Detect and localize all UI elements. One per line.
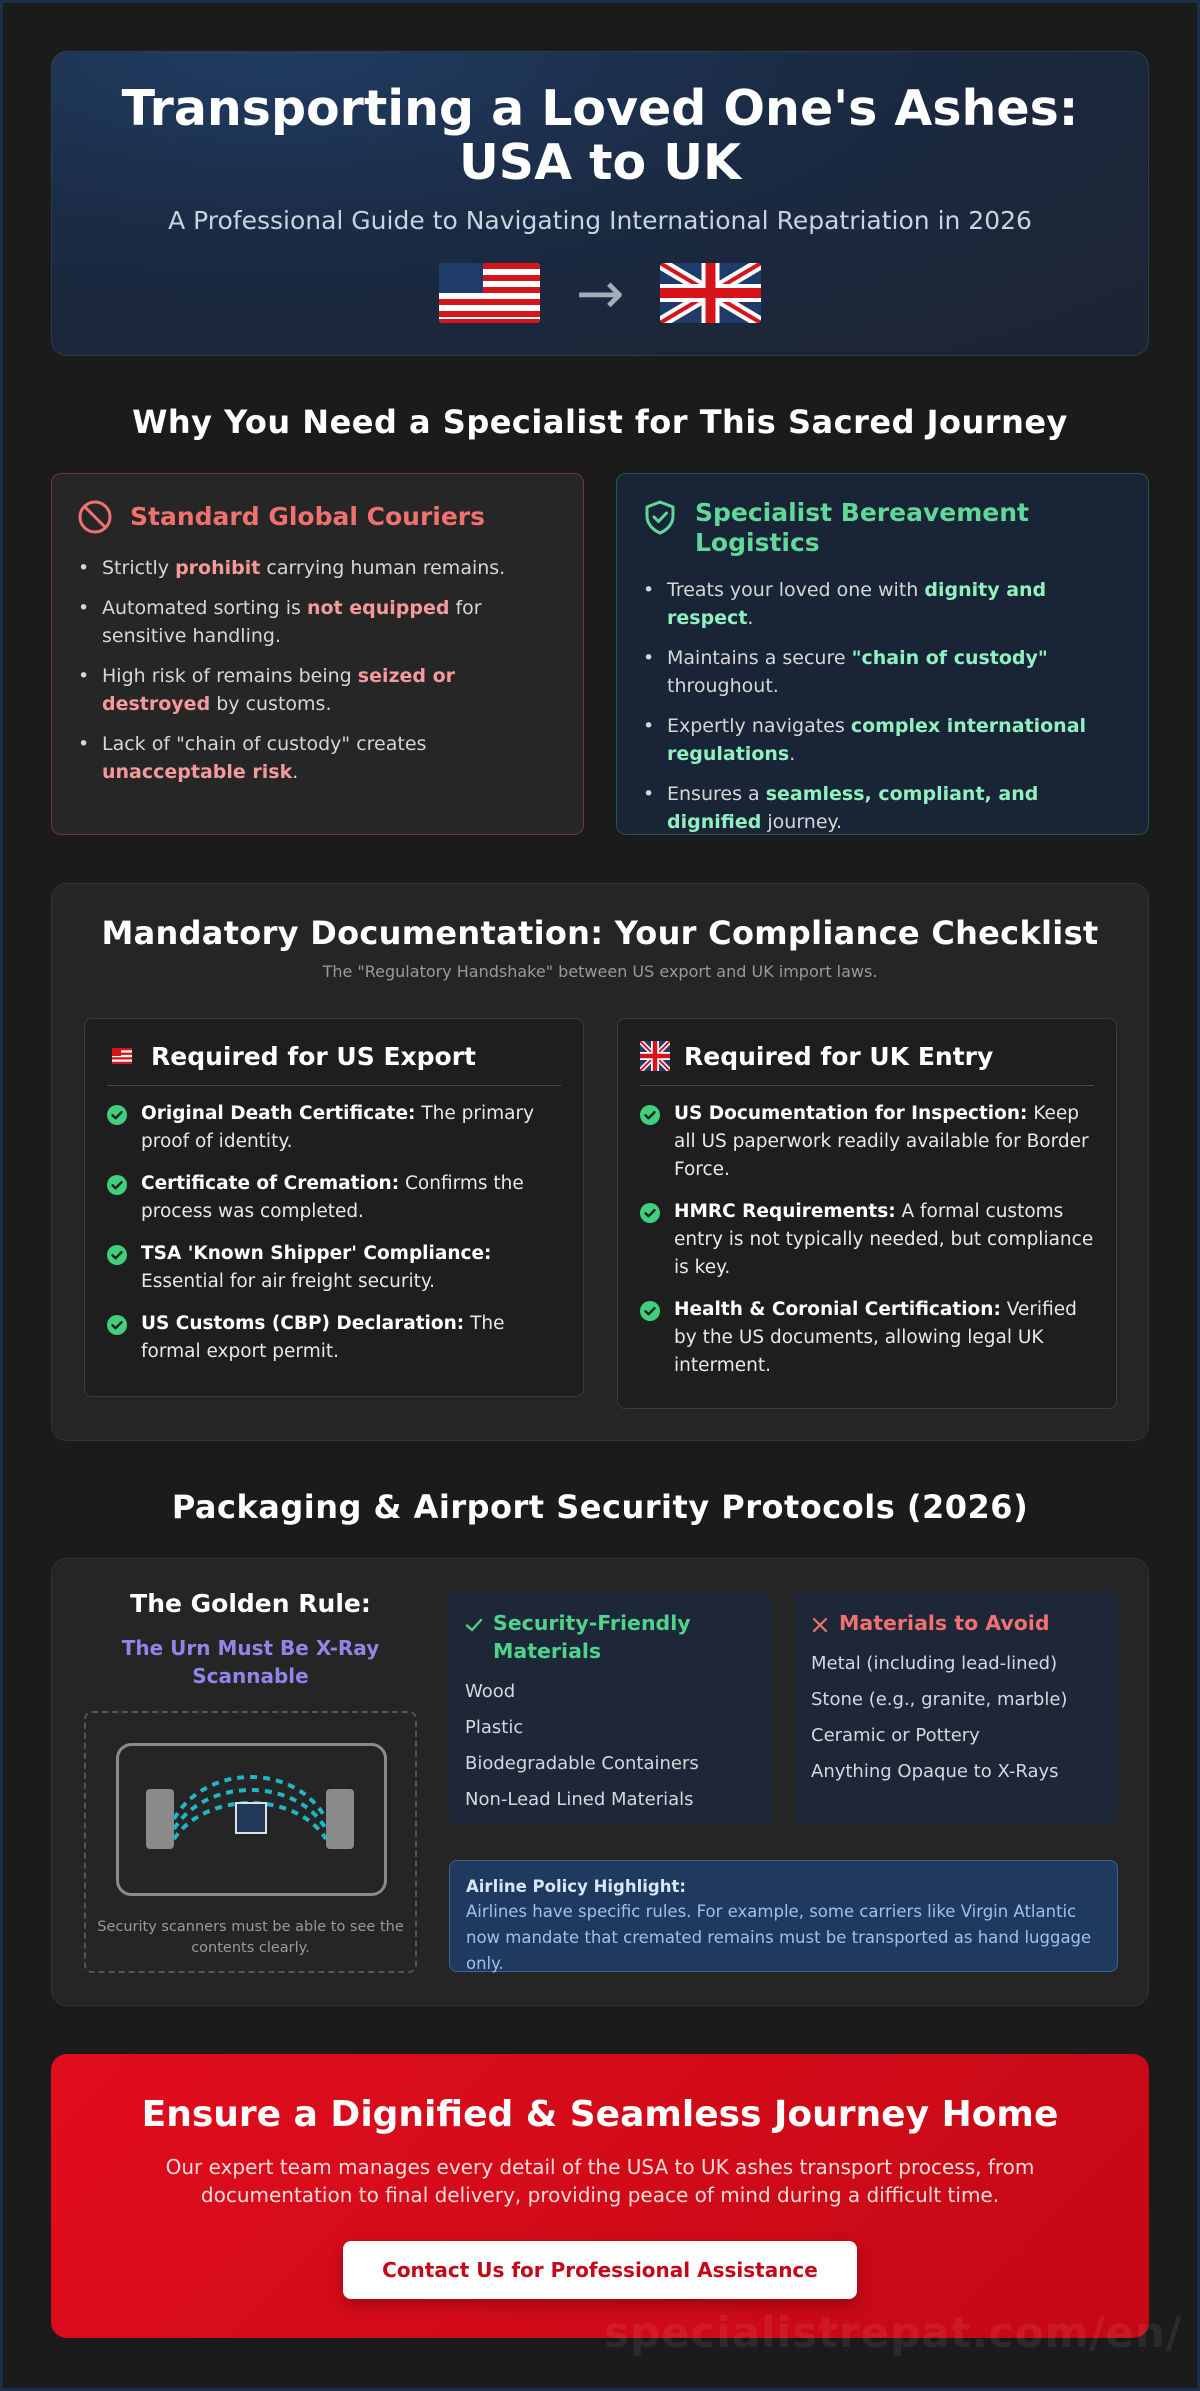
golden-rule bbox=[84, 1589, 417, 1690]
specialist-logistics-title: Specialist Bereavement Logistics bbox=[695, 498, 1029, 557]
watermark: specialistrepat.com/en/ bbox=[604, 2308, 1183, 2357]
standard-couriers-list bbox=[76, 554, 559, 786]
checklist-item: HMRC Requirements: A formal customs entry is not typically needed, but compliance is key. bbox=[640, 1198, 1094, 1282]
materials-to-avoid-card bbox=[795, 1591, 1118, 1825]
close-icon bbox=[811, 1616, 829, 1634]
checkmark-icon bbox=[465, 1616, 483, 1634]
check-circle-icon bbox=[640, 1105, 660, 1125]
us-export-card bbox=[84, 1018, 584, 1397]
cta-title: Ensure a Dignified & Seamless Journey Home bbox=[141, 2094, 1059, 2135]
checklist-item: TSA 'Known Shipper' Compliance: Essential for air freight security. bbox=[107, 1240, 561, 1296]
check-circle-icon bbox=[107, 1105, 127, 1125]
checklist-item: Original Death Certificate: The primary proof of identity. bbox=[107, 1100, 561, 1156]
hero-banner bbox=[51, 51, 1149, 356]
documentation-note: The "Regulatory Handshake" between US export and UK import laws. bbox=[322, 962, 878, 981]
list-item: Wood bbox=[465, 1681, 516, 1702]
security-friendly-materials-card bbox=[449, 1591, 772, 1825]
page-subtitle: A Professional Guide to Navigating International Repatriation in 2026 bbox=[168, 206, 1032, 235]
list-item: Stone (e.g., granite, marble) bbox=[811, 1689, 1068, 1710]
prohibited-icon bbox=[76, 498, 114, 536]
arrow-right-icon: → bbox=[575, 259, 625, 327]
materials-to-avoid-title: Materials to Avoid bbox=[839, 1611, 1050, 1635]
specialist-logistics-card bbox=[616, 473, 1149, 835]
list-item: • Maintains a secure "chain of custody" throughout. bbox=[641, 644, 1124, 700]
check-circle-icon bbox=[640, 1203, 660, 1223]
documentation-title: Mandatory Documentation: Your Compliance Checklist bbox=[101, 914, 1099, 952]
checklist-item: Certificate of Cremation: Confirms the process was completed. bbox=[107, 1170, 561, 1226]
check-circle-icon bbox=[107, 1315, 127, 1335]
documentation-section bbox=[51, 883, 1149, 1441]
list-item: Plastic bbox=[465, 1717, 524, 1738]
uk-entry-title: Required for UK Entry bbox=[684, 1041, 994, 1071]
call-to-action-banner bbox=[51, 2054, 1149, 2338]
cta-body: Our expert team manages every detail of the USA to UK ashes transport process, from documentation to final delivery, providing peace of mind during a difficult time. bbox=[165, 2155, 1035, 2207]
airline-policy-title: Airline Policy Highlight: bbox=[466, 1877, 686, 1896]
checklist-item: US Documentation for Inspection: Keep all US paperwork readily available for Border Force. bbox=[640, 1100, 1094, 1184]
check-circle-icon bbox=[107, 1245, 127, 1265]
xray-scanner-icon bbox=[116, 1743, 389, 1899]
golden-rule-text: The Urn Must Be X-Ray Scannable bbox=[121, 1636, 380, 1688]
packaging-panel bbox=[51, 1558, 1149, 2006]
list-item: • Strictly prohibit carrying human remains. bbox=[76, 554, 559, 582]
list-item: • High risk of remains being seized or destroyed by customs. bbox=[76, 662, 559, 718]
xray-scanner-illustration bbox=[84, 1711, 417, 1973]
list-item: • Ensures a seamless, compliant, and dignified journey. bbox=[641, 780, 1124, 836]
packaging-section-title: Packaging & Airport Security Protocols (2026) bbox=[171, 1488, 1029, 1526]
us-flag-icon bbox=[107, 1041, 137, 1071]
list-item: • Treats your loved one with dignity and respect. bbox=[641, 576, 1124, 632]
list-item: • Automated sorting is not equipped for sensitive handling. bbox=[76, 594, 559, 650]
shield-check-icon bbox=[641, 498, 679, 536]
checklist-item: US Customs (CBP) Declaration: The formal export permit. bbox=[107, 1310, 561, 1366]
list-item: • Lack of "chain of custody" creates unacceptable risk. bbox=[76, 730, 559, 786]
uk-flag-icon bbox=[640, 1041, 670, 1071]
security-friendly-title: Security-Friendly Materials bbox=[493, 1611, 691, 1663]
list-item: Non-Lead Lined Materials bbox=[465, 1789, 694, 1810]
specialist-logistics-list bbox=[641, 576, 1124, 836]
uk-entry-card bbox=[617, 1018, 1117, 1409]
check-circle-icon bbox=[107, 1175, 127, 1195]
list-item: • Expertly navigates complex international regulations. bbox=[641, 712, 1124, 768]
check-circle-icon bbox=[640, 1301, 660, 1321]
flag-row bbox=[52, 259, 1148, 327]
golden-rule-title: The Golden Rule: bbox=[130, 1589, 371, 1618]
contact-us-button[interactable]: Contact Us for Professional Assistance bbox=[343, 2241, 857, 2299]
standard-couriers-card bbox=[51, 473, 584, 835]
list-item: Anything Opaque to X-Rays bbox=[811, 1761, 1059, 1782]
checklist-item: Health & Coronial Certification: Verified by the US documents, allowing legal UK interment. bbox=[640, 1296, 1094, 1380]
list-item: Biodegradable Containers bbox=[465, 1753, 699, 1774]
airline-policy-callout bbox=[449, 1860, 1118, 1972]
page-title: Transporting a Loved One's Ashes: USA to UK bbox=[121, 80, 1079, 191]
standard-couriers-title: Standard Global Couriers bbox=[130, 502, 486, 531]
scanner-caption: Security scanners must be able to see the contents clearly. bbox=[97, 1919, 404, 1956]
us-flag-icon bbox=[439, 263, 540, 323]
us-export-title: Required for US Export bbox=[151, 1041, 476, 1071]
list-item: Metal (including lead-lined) bbox=[811, 1653, 1058, 1674]
why-section-title: Why You Need a Specialist for This Sacred Journey bbox=[132, 403, 1068, 441]
airline-policy-body: Airlines have specific rules. For example, some carriers like Virgin Atlantic now mandate that cremated remains must be transported as hand luggage only. bbox=[466, 1902, 1092, 1973]
uk-flag-icon bbox=[660, 263, 761, 323]
list-item: Ceramic or Pottery bbox=[811, 1725, 980, 1746]
